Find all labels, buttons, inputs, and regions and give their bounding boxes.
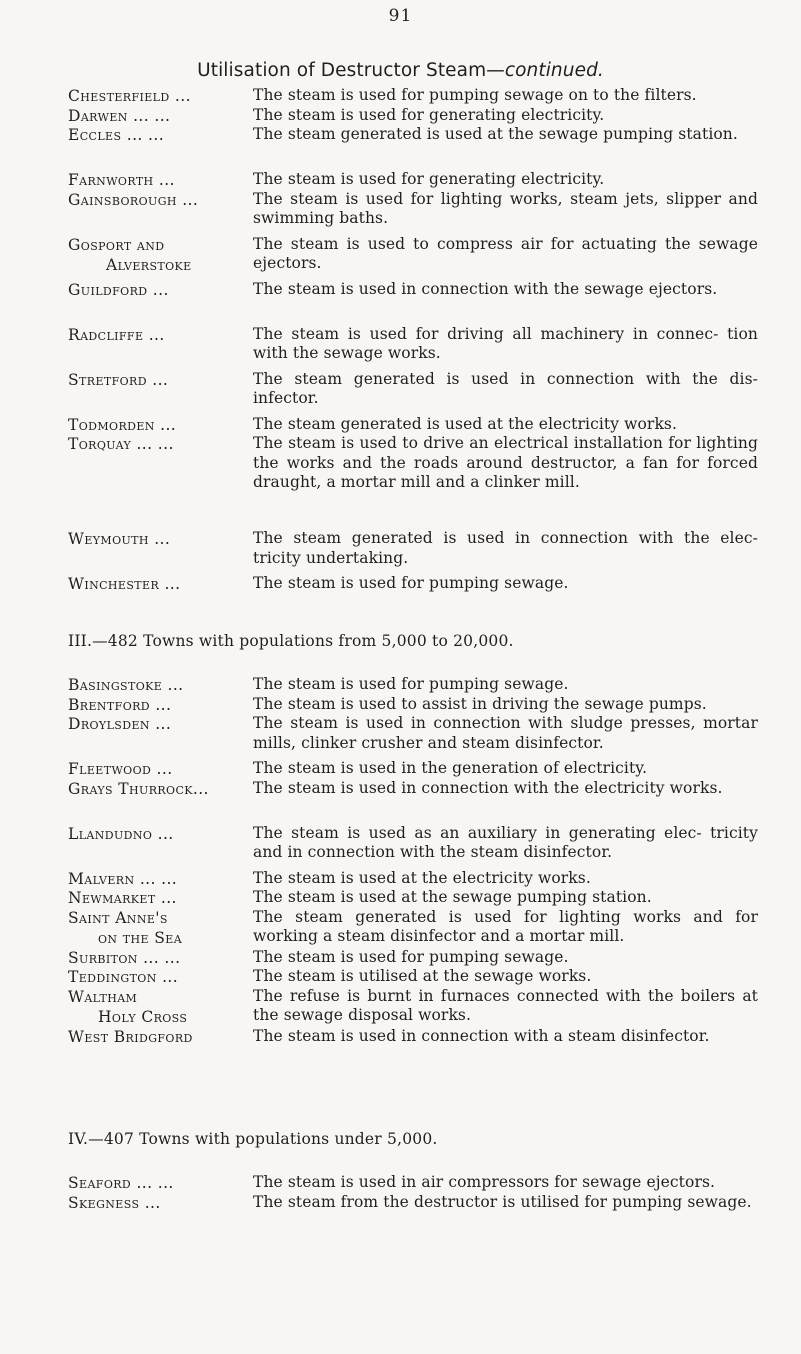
list-item <box>68 987 758 1027</box>
town-description: The steam is used in connection with the sewage ejectors. <box>253 279 718 298</box>
town-name <box>68 908 253 948</box>
town-name: Teddington ... <box>68 968 179 986</box>
town-name: Basingstoke ... <box>68 676 184 694</box>
town-name: Llandudno ... <box>68 824 174 843</box>
town-name <box>68 987 253 1027</box>
list-item <box>68 714 758 759</box>
town-name-line2: Alverstoke <box>106 255 192 274</box>
town-name: Malvern ... ... <box>68 869 178 888</box>
list-item <box>68 529 758 574</box>
town-description: The steam generated is used for lighting works and for working a steam disinfector and a mortar mill. <box>253 907 758 945</box>
town-description: The steam is used as an auxiliary in generating elec- tricity and in connection with the steam disinfector. <box>253 823 758 861</box>
town-description: The steam is used for driving all machinery in connec- tion with the sewage works. <box>253 324 758 362</box>
town-description: The refuse is burnt in furnaces connected with the boilers at the sewage disposal works. <box>253 986 758 1024</box>
town-description: The steam is used in air compressors for sewage ejectors. <box>253 1173 716 1191</box>
town-name: Eccles ... ... <box>68 126 165 144</box>
town-name: West Bridgford <box>68 1027 193 1046</box>
town-name: Gainsborough ... <box>68 190 199 209</box>
list-item <box>68 948 758 968</box>
town-name: Todmorden ... <box>68 415 177 434</box>
town-description: The steam is used for pumping sewage. <box>253 947 569 966</box>
town-description: The steam generated is used in connection with the dis- infector. <box>253 369 758 407</box>
town-name: Radcliffe ... <box>68 325 165 344</box>
page-title <box>0 60 801 81</box>
town-description: The steam is used for generating electricity. <box>253 170 605 188</box>
town-name-line2: Holy Cross <box>98 1007 188 1026</box>
list-item <box>68 235 758 280</box>
town-description: The steam is used in connection with the electricity works. <box>253 778 723 797</box>
page-number: 91 <box>388 6 413 26</box>
list-item <box>68 415 758 435</box>
section-iv-list <box>68 1173 758 1238</box>
town-name: Darwen ... ... <box>68 106 171 125</box>
list-item <box>68 779 758 824</box>
town-name: Guildford ... <box>68 280 169 299</box>
list-item <box>68 675 758 695</box>
town-name: Stretford ... <box>68 370 169 389</box>
town-description: The steam is used for pumping sewage. <box>253 675 569 693</box>
town-description: The steam is used for pumping sewage. <box>253 574 569 592</box>
section-iv-heading: IV.—407 Towns with populations under 5,000. <box>68 1130 438 1148</box>
list-item <box>68 888 758 908</box>
list-item <box>68 106 758 126</box>
town-description: The steam generated is used at the sewage pumping station. <box>253 125 738 143</box>
town-name <box>68 235 253 275</box>
town-name: Weymouth ... <box>68 530 171 548</box>
page-title-italic: continued. <box>504 60 604 81</box>
town-description: The steam is used to assist in driving the sewage pumps. <box>253 694 707 713</box>
town-name: Torquay ... ... <box>68 435 174 453</box>
town-name: Skegness ... <box>68 1193 161 1212</box>
list-item <box>68 170 758 190</box>
town-description: The steam from the destructor is utilised for pumping sewage. <box>253 1192 752 1211</box>
town-name: Fleetwood ... <box>68 760 173 778</box>
town-name: Surbiton ... ... <box>68 948 181 967</box>
list-item <box>68 434 758 529</box>
town-description: The steam is used in the generation of electricity. <box>253 759 648 777</box>
town-name: Winchester ... <box>68 575 181 593</box>
town-description: The steam is utilised at the sewage works. <box>253 967 592 985</box>
town-name: Farnworth ... <box>68 171 175 189</box>
list-item <box>68 325 758 370</box>
section-iii-heading: III.—482 Towns with populations from 5,000 to 20,000. <box>68 632 514 650</box>
town-description: The steam generated is used at the electricity works. <box>253 414 678 433</box>
town-name: Droylsden ... <box>68 715 172 733</box>
town-name: Grays Thurrock... <box>68 779 209 798</box>
list-item <box>68 1193 758 1238</box>
town-name: Chesterfield ... <box>68 87 191 105</box>
section-iii-list <box>68 675 758 1046</box>
town-description: The steam is used for lighting works, steam jets, slipper and swimming baths. <box>253 189 758 227</box>
list-item <box>68 190 758 235</box>
town-description: The steam is used for pumping sewage on to the filters. <box>253 86 697 104</box>
list-item <box>68 967 758 987</box>
list-item <box>68 574 758 594</box>
town-description: The steam is used to drive an electrical installation for lighting the works and the roads around destructor, a fan for forced draught, a mortar mill and a clinker mill. <box>253 434 758 491</box>
town-description: The steam generated is used in connection with the elec- tricity undertaking. <box>253 529 758 567</box>
town-description: The steam is used to compress air for actuating the sewage ejectors. <box>253 234 758 272</box>
town-name-line1: Waltham <box>68 987 138 1006</box>
town-description: The steam is used for generating electricity. <box>253 105 605 124</box>
town-description: The steam is used at the electricity works. <box>253 868 591 887</box>
town-name-line2: on the Sea <box>98 928 183 947</box>
list-item <box>68 908 758 948</box>
town-name-line1: Saint Anne's <box>68 908 168 927</box>
town-name: Seaford ... ... <box>68 1174 174 1192</box>
list-item <box>68 824 758 869</box>
town-name-line1: Gosport and <box>68 235 165 254</box>
town-name: Newmarket ... <box>68 889 177 907</box>
town-description: The steam is used at the sewage pumping station. <box>253 888 652 906</box>
town-description: The steam is used in connection with a steam disinfector. <box>253 1026 710 1045</box>
list-item <box>68 86 758 106</box>
list-item <box>68 1027 758 1047</box>
list-item <box>68 370 758 415</box>
list-item <box>68 695 758 715</box>
list-item <box>68 1173 758 1193</box>
town-name: Brentford ... <box>68 695 172 714</box>
page-title-main: Utilisation of Destructor Steam— <box>197 60 505 81</box>
list-item <box>68 280 758 325</box>
town-description: The steam is used in connection with sludge presses, mortar mills, clinker crusher and steam disinfector. <box>253 714 758 752</box>
list-item <box>68 125 758 170</box>
list-item <box>68 869 758 889</box>
list-item <box>68 759 758 779</box>
section-ii-list <box>68 86 758 594</box>
